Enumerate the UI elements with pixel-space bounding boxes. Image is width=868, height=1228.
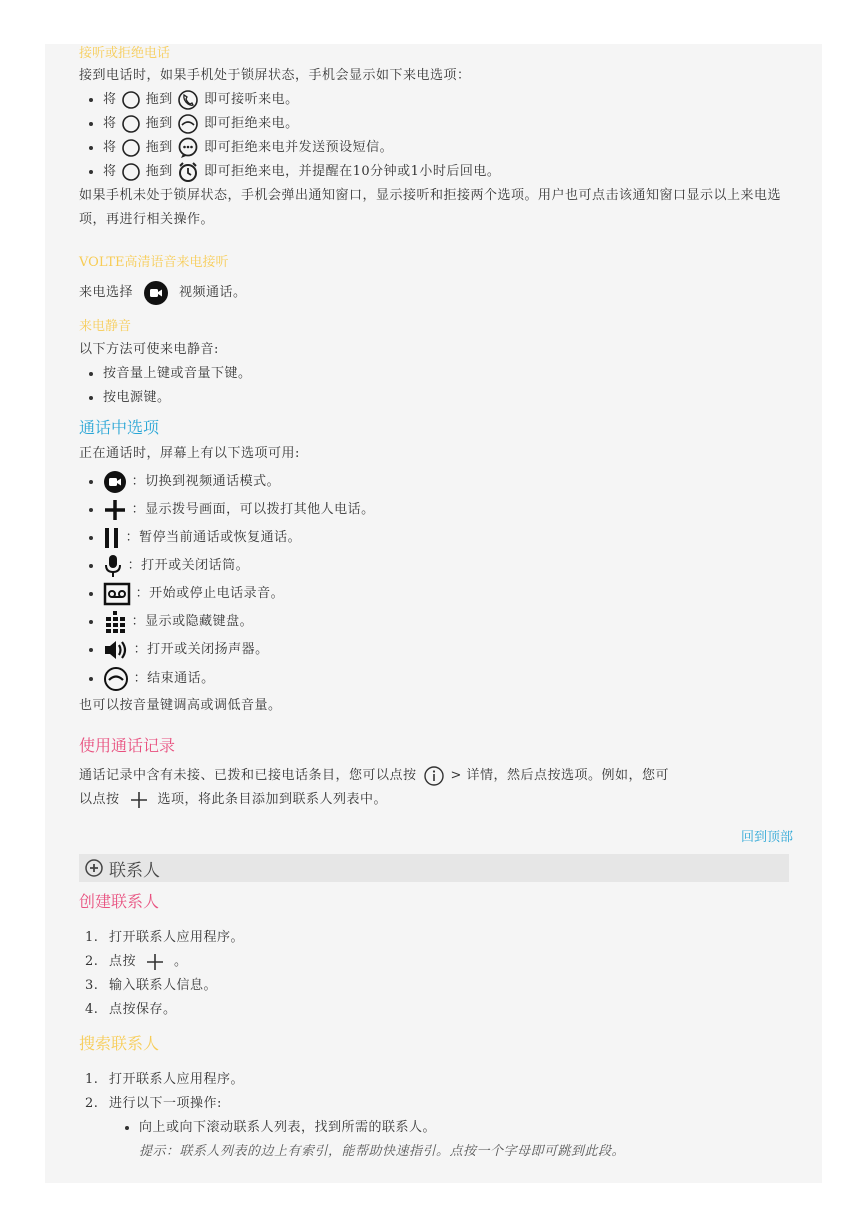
add-icon	[146, 953, 164, 971]
keypad-icon	[103, 610, 127, 634]
list-item: 1. 打开联系人应用程序。	[85, 1072, 245, 1087]
list-item: • 将 拖到 即可拒绝来电并发送预设短信。	[103, 136, 799, 160]
add-icon	[130, 791, 148, 809]
incall-heading: 通话中选项	[79, 418, 160, 437]
list-item: 2. 进行以下一项操作:	[85, 1096, 222, 1111]
unlocked-paragraph: 如果手机未处于锁屏状态，手机会弹出通知窗口，显示接听和拒接两个选项。用户也可点击该通知窗口显示以上来电选项，再进行相关操作。	[79, 188, 782, 227]
list-item: • ：显示拨号画面，可以拨打其他人电话。	[103, 496, 799, 524]
answer-heading: 接听或拒绝电话	[79, 46, 171, 61]
expand-plus-circle-icon[interactable]	[85, 859, 103, 877]
list-item: • 将 拖到 即可拒绝来电，并提醒在10分钟或1小时后回电。	[103, 160, 799, 184]
plus-icon	[103, 498, 127, 522]
voicemail-icon	[103, 582, 131, 606]
list-item: • 按电源键。	[103, 386, 799, 410]
search-sub-list	[79, 1116, 799, 1164]
list-item: • ：暂停当前通话或恢复通话。	[103, 524, 799, 552]
list-item: • 将 拖到 即可接听来电。	[103, 88, 799, 112]
list-item: • ：切换到视频通话模式。	[103, 468, 799, 496]
call-log-line2: 以点按 选项，将此条目添加到联系人列表中。	[79, 792, 388, 807]
mute-section	[79, 316, 799, 410]
circle-icon	[121, 138, 141, 158]
list-item: • ：开始或停止电话录音。	[103, 580, 799, 608]
list-item: • 将 拖到 即可拒绝来电。	[103, 112, 799, 136]
circle-icon	[121, 114, 141, 134]
call-log-line1: 通话记录中含有未接、已拨和已接电话条目，您可以点按 > 详情，然后点按选项。例如，您可	[79, 764, 799, 788]
end-call-icon	[103, 666, 129, 692]
volte-section	[79, 252, 799, 306]
list-item: 2. 点按 。	[85, 954, 188, 969]
list-item: 1. 打开联系人应用程序。	[85, 930, 245, 945]
search-contact-heading: 搜索联系人	[79, 1034, 160, 1053]
list-item: • 按音量上键或音量下键。	[103, 362, 799, 386]
hangup-icon	[177, 113, 199, 135]
circle-icon	[121, 90, 141, 110]
search-contact-section	[79, 1032, 799, 1164]
call-log-section	[79, 734, 799, 812]
speaker-icon	[103, 638, 129, 662]
search-steps	[79, 1068, 799, 1116]
create-contact-heading: 创建联系人	[79, 892, 160, 911]
microphone-icon	[103, 554, 123, 578]
incall-intro: 正在通话时，屏幕上有以下选项可用:	[79, 446, 300, 461]
circle-icon	[121, 162, 141, 182]
list-item: • ：显示或隐藏键盘。	[103, 608, 799, 636]
contacts-title: 联系人	[109, 860, 160, 881]
answer-intro: 接到电话时，如果手机处于锁屏状态，手机会显示如下来电选项：	[79, 68, 471, 83]
tip-text: 提示：联系人列表的边上有索引，能帮助快速指引。点按一个字母即可跳到此段。	[139, 1144, 626, 1159]
incall-section	[79, 416, 799, 718]
volte-text: 来电选择 视频通话。	[79, 280, 799, 306]
back-to-top-link[interactable]: 回到顶部	[740, 830, 793, 845]
answer-options-list	[79, 88, 799, 184]
volte-heading: VOLTE高清语音来电接听	[79, 255, 229, 270]
list-item: 3. 输入联系人信息。	[85, 978, 218, 993]
list-item: 4. 点按保存。	[85, 1002, 177, 1017]
volume-note: 也可以按音量键调高或调低音量。	[79, 698, 282, 713]
mute-intro: 以下方法可使来电静音:	[79, 342, 219, 357]
video-icon	[103, 470, 127, 494]
pause-icon	[103, 526, 121, 550]
list-item: • ：结束通话。	[103, 664, 799, 694]
call-log-heading: 使用通话记录	[79, 736, 176, 755]
document-page	[45, 44, 822, 1183]
info-icon	[423, 765, 445, 787]
video-call-icon	[143, 280, 169, 306]
answer-section	[79, 44, 799, 232]
alarm-icon	[177, 161, 199, 183]
list-item: • ：打开或关闭扬声器。	[103, 636, 799, 664]
contacts-section-bar[interactable]	[79, 854, 789, 882]
message-icon	[177, 137, 199, 159]
list-item: • ：打开或关闭话筒。	[103, 552, 799, 580]
answer-phone-icon	[177, 89, 199, 111]
create-steps	[79, 926, 799, 1022]
mute-heading: 来电静音	[79, 319, 132, 334]
list-item: • 向上或向下滚动联系人列表，找到所需的联系人。 提示：联系人列表的边上有索引，能帮助快速指引。点按一个字母即可跳到此段。	[139, 1116, 799, 1164]
create-contact-section	[79, 890, 799, 1022]
mute-list	[79, 362, 799, 410]
incall-list	[79, 468, 799, 694]
